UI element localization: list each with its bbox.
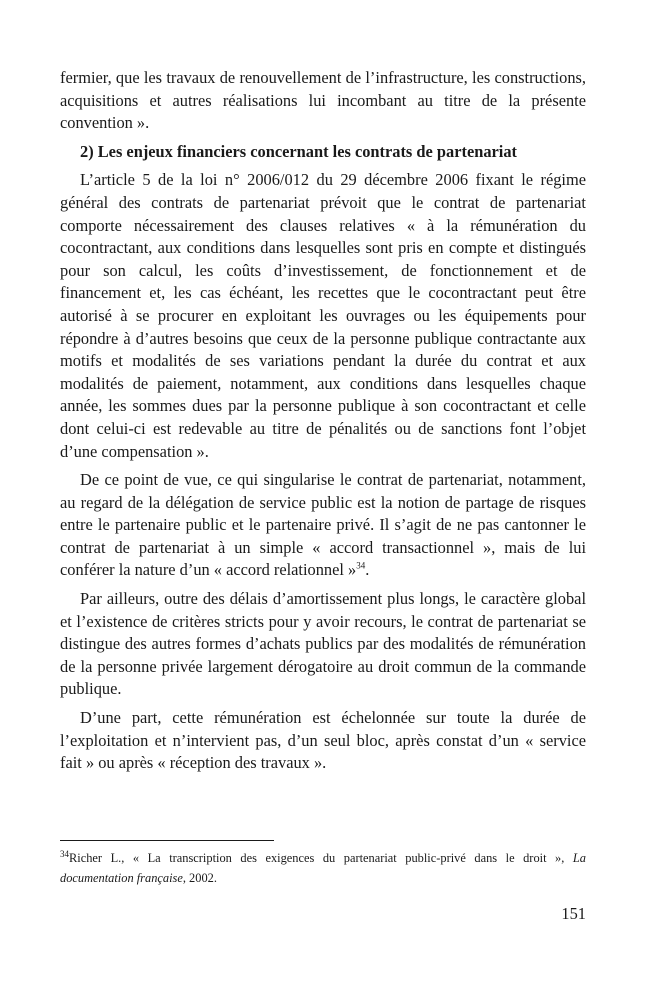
paragraph-article-5: L’article 5 de la loi n° 2006/012 du 29 décembre 2006 fixant le régime général des contrats de partenariat prévoit que le contrat de partenariat comporte nécessairement des clauses relatives « à la rémunération du cocontractant, aux conditions dans lesquelles sont pris en compte et distingués pour son calcul, les coûts d’investissement, de fonctionnement et de financement et, les cas échéant, les recettes que le cocontractant peut être autorisé à se procurer en exploitant les ouvrages ou les équipements pour répondre à d’autres besoins que ceux de la personne publique contractante aux motifs et modalités de ses variations pendant la durée du contrat et aux modalités de paiement, notamment, aux conditions dans lesquelles chaque année, les sommes dues par la personne publique à son cocontractant et celle dont celui-ci est redevable au titre de pénalités ou de sanctions font l’objet d’une compensation ».	[60, 170, 586, 461]
section-heading: 2) Les enjeux financiers concernant les contrats de partenariat	[80, 141, 518, 161]
footnote-reference[interactable]: 34	[356, 561, 366, 571]
footnote	[60, 848, 586, 888]
paragraph-payment-schedule: D’une part, cette rémunération est échelonnée sur toute la durée de l’exploitation et n’intervient pas, d’un seul bloc, après constat d’un « service fait » ou après « réception des travaux ».	[60, 708, 586, 773]
footnote-year: , 2002.	[182, 871, 217, 885]
paragraph-remuneration-terms: Par ailleurs, outre des délais d’amortissement plus longs, le caractère global et l’existence de critères stricts pour y avoir recours, le contrat de partenariat se distingue des autres formes d’achats publics par des modalités de rémunération de la personne privée largement dérogatoire au droit commun de la commande publique.	[60, 589, 586, 699]
body-text	[60, 67, 586, 781]
paragraph-continued: fermier, que les travaux de renouvellement de l’infrastructure, les constructions, acquisitions et autres réalisations lui incombant au titre de la présente convention ».	[60, 68, 586, 133]
footnote-number: 34	[60, 848, 69, 859]
page-number: 151	[561, 904, 586, 923]
footnote-text: Richer L., « La transcription des exigences du partenariat public-privé dans le droit »,	[69, 851, 573, 865]
footnote-divider	[60, 840, 274, 841]
paragraph-risk-sharing: De ce point de vue, ce qui singularise le contrat de partenariat, notamment, au regard de la délégation de service public est la notion de partage de risques entre le partenaire public et le partenaire privé. Il s’agit de ne pas cantonner le contrat de partenariat à un simple « accord transactionnel », mais de lui conférer la nature d’un « accord relationnel »$^{34}$.	[60, 470, 586, 580]
footnote-source: La documentation française	[60, 851, 586, 885]
paragraph-risk-sharing-text: De ce point de vue, ce qui singularise le contrat de partenariat, notamment, au regard de la délégation de service public est la notion de partage de risques entre le partenaire public et le partenaire privé. Il s’agit de ne pas cantonner le contrat de partenariat à un simple « accord transactionnel », mais de lui conférer la nature d’un « accord relationnel »	[60, 470, 586, 580]
